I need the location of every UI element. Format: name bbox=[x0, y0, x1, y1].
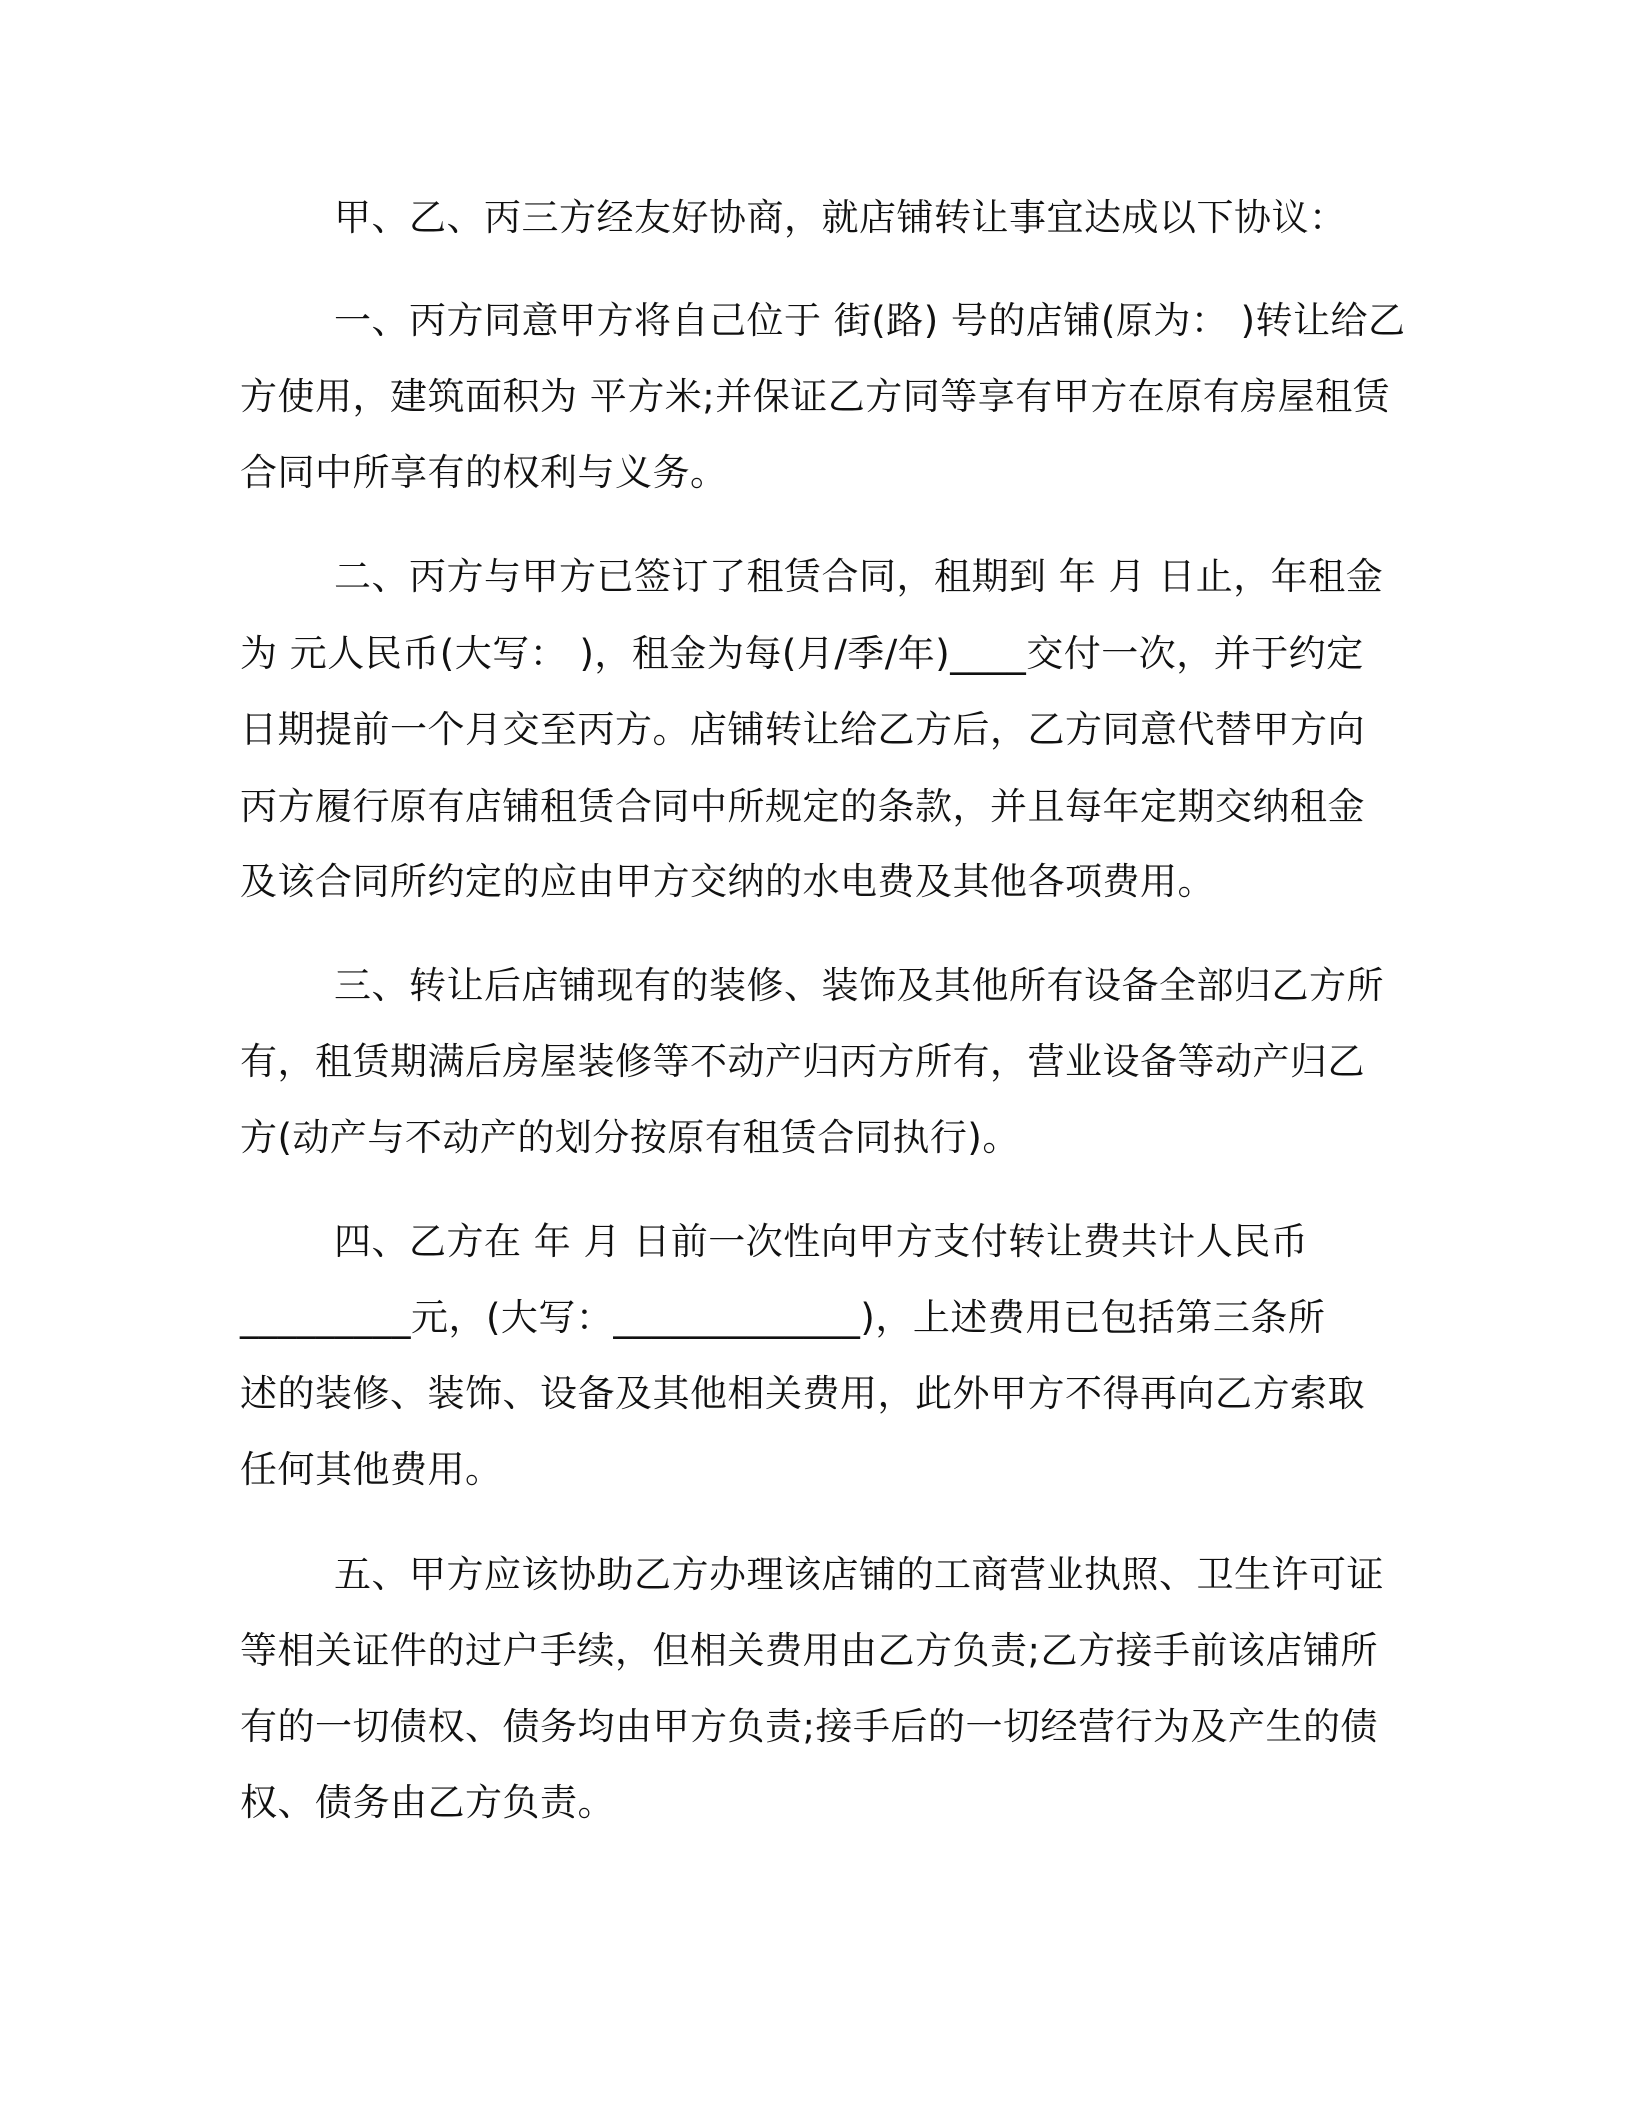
clause-4-line-2: _________元，(大写：_____________)，上述费用已包括第三条所 bbox=[240, 1296, 1326, 1339]
intro-line: 甲、乙、丙三方经友好协商，就店铺转让事宜达成以下协议： bbox=[334, 196, 1347, 239]
clause-5-line-1: 五、甲方应该协助乙方办理该店铺的工商营业执照、卫生许可证 bbox=[334, 1553, 1384, 1596]
clause-3-line-1: 三、转让后店铺现有的装修、装饰及其他所有设备全部归乙方所 bbox=[334, 964, 1384, 1007]
clause-5-line-4: 权、债务由乙方负责。 bbox=[240, 1781, 615, 1824]
clause-1-line-2: 方使用，建筑面积为 平方米;并保证乙方同等享有甲方在原有房屋租赁 bbox=[240, 375, 1391, 418]
clause-4-line-4: 任何其他费用。 bbox=[240, 1448, 503, 1491]
clause-3-line-2: 有，租赁期满后房屋装修等不动产归丙方所有，营业设备等动产归乙 bbox=[240, 1040, 1365, 1083]
clause-2-line-5: 及该合同所约定的应由甲方交纳的水电费及其他各项费用。 bbox=[240, 860, 1215, 903]
clause-2-line-2: 为 元人民币(大写： )，租金为每(月/季/年)____交付一次，并于约定 bbox=[240, 632, 1364, 675]
clause-4-line-1: 四、乙方在 年 月 日前一次性向甲方支付转让费共计人民币 bbox=[334, 1220, 1309, 1263]
clause-5-line-3: 有的一切债权、债务均由甲方负责;接手后的一切经营行为及产生的债 bbox=[240, 1705, 1378, 1748]
clause-2-line-3: 日期提前一个月交至丙方。店铺转让给乙方后，乙方同意代替甲方向 bbox=[240, 708, 1365, 751]
clause-3-line-3: 方(动产与不动产的划分按原有租赁合同执行)。 bbox=[240, 1116, 1020, 1159]
clause-1-line-1: 一、丙方同意甲方将自己位于 街(路) 号的店铺(原为： )转让给乙 bbox=[334, 299, 1406, 342]
clause-1-line-3: 合同中所享有的权利与义务。 bbox=[240, 451, 728, 494]
clause-5-line-2: 等相关证件的过户手续，但相关费用由乙方负责;乙方接手前该店铺所 bbox=[240, 1629, 1378, 1672]
clause-4-line-3: 述的装修、装饰、设备及其他相关费用，此外甲方不得再向乙方索取 bbox=[240, 1372, 1365, 1415]
clause-2-line-4: 丙方履行原有店铺租赁合同中所规定的条款，并且每年定期交纳租金 bbox=[240, 785, 1365, 828]
clause-2-line-1: 二、丙方与甲方已签订了租赁合同，租期到 年 月 日止，年租金 bbox=[334, 555, 1384, 598]
